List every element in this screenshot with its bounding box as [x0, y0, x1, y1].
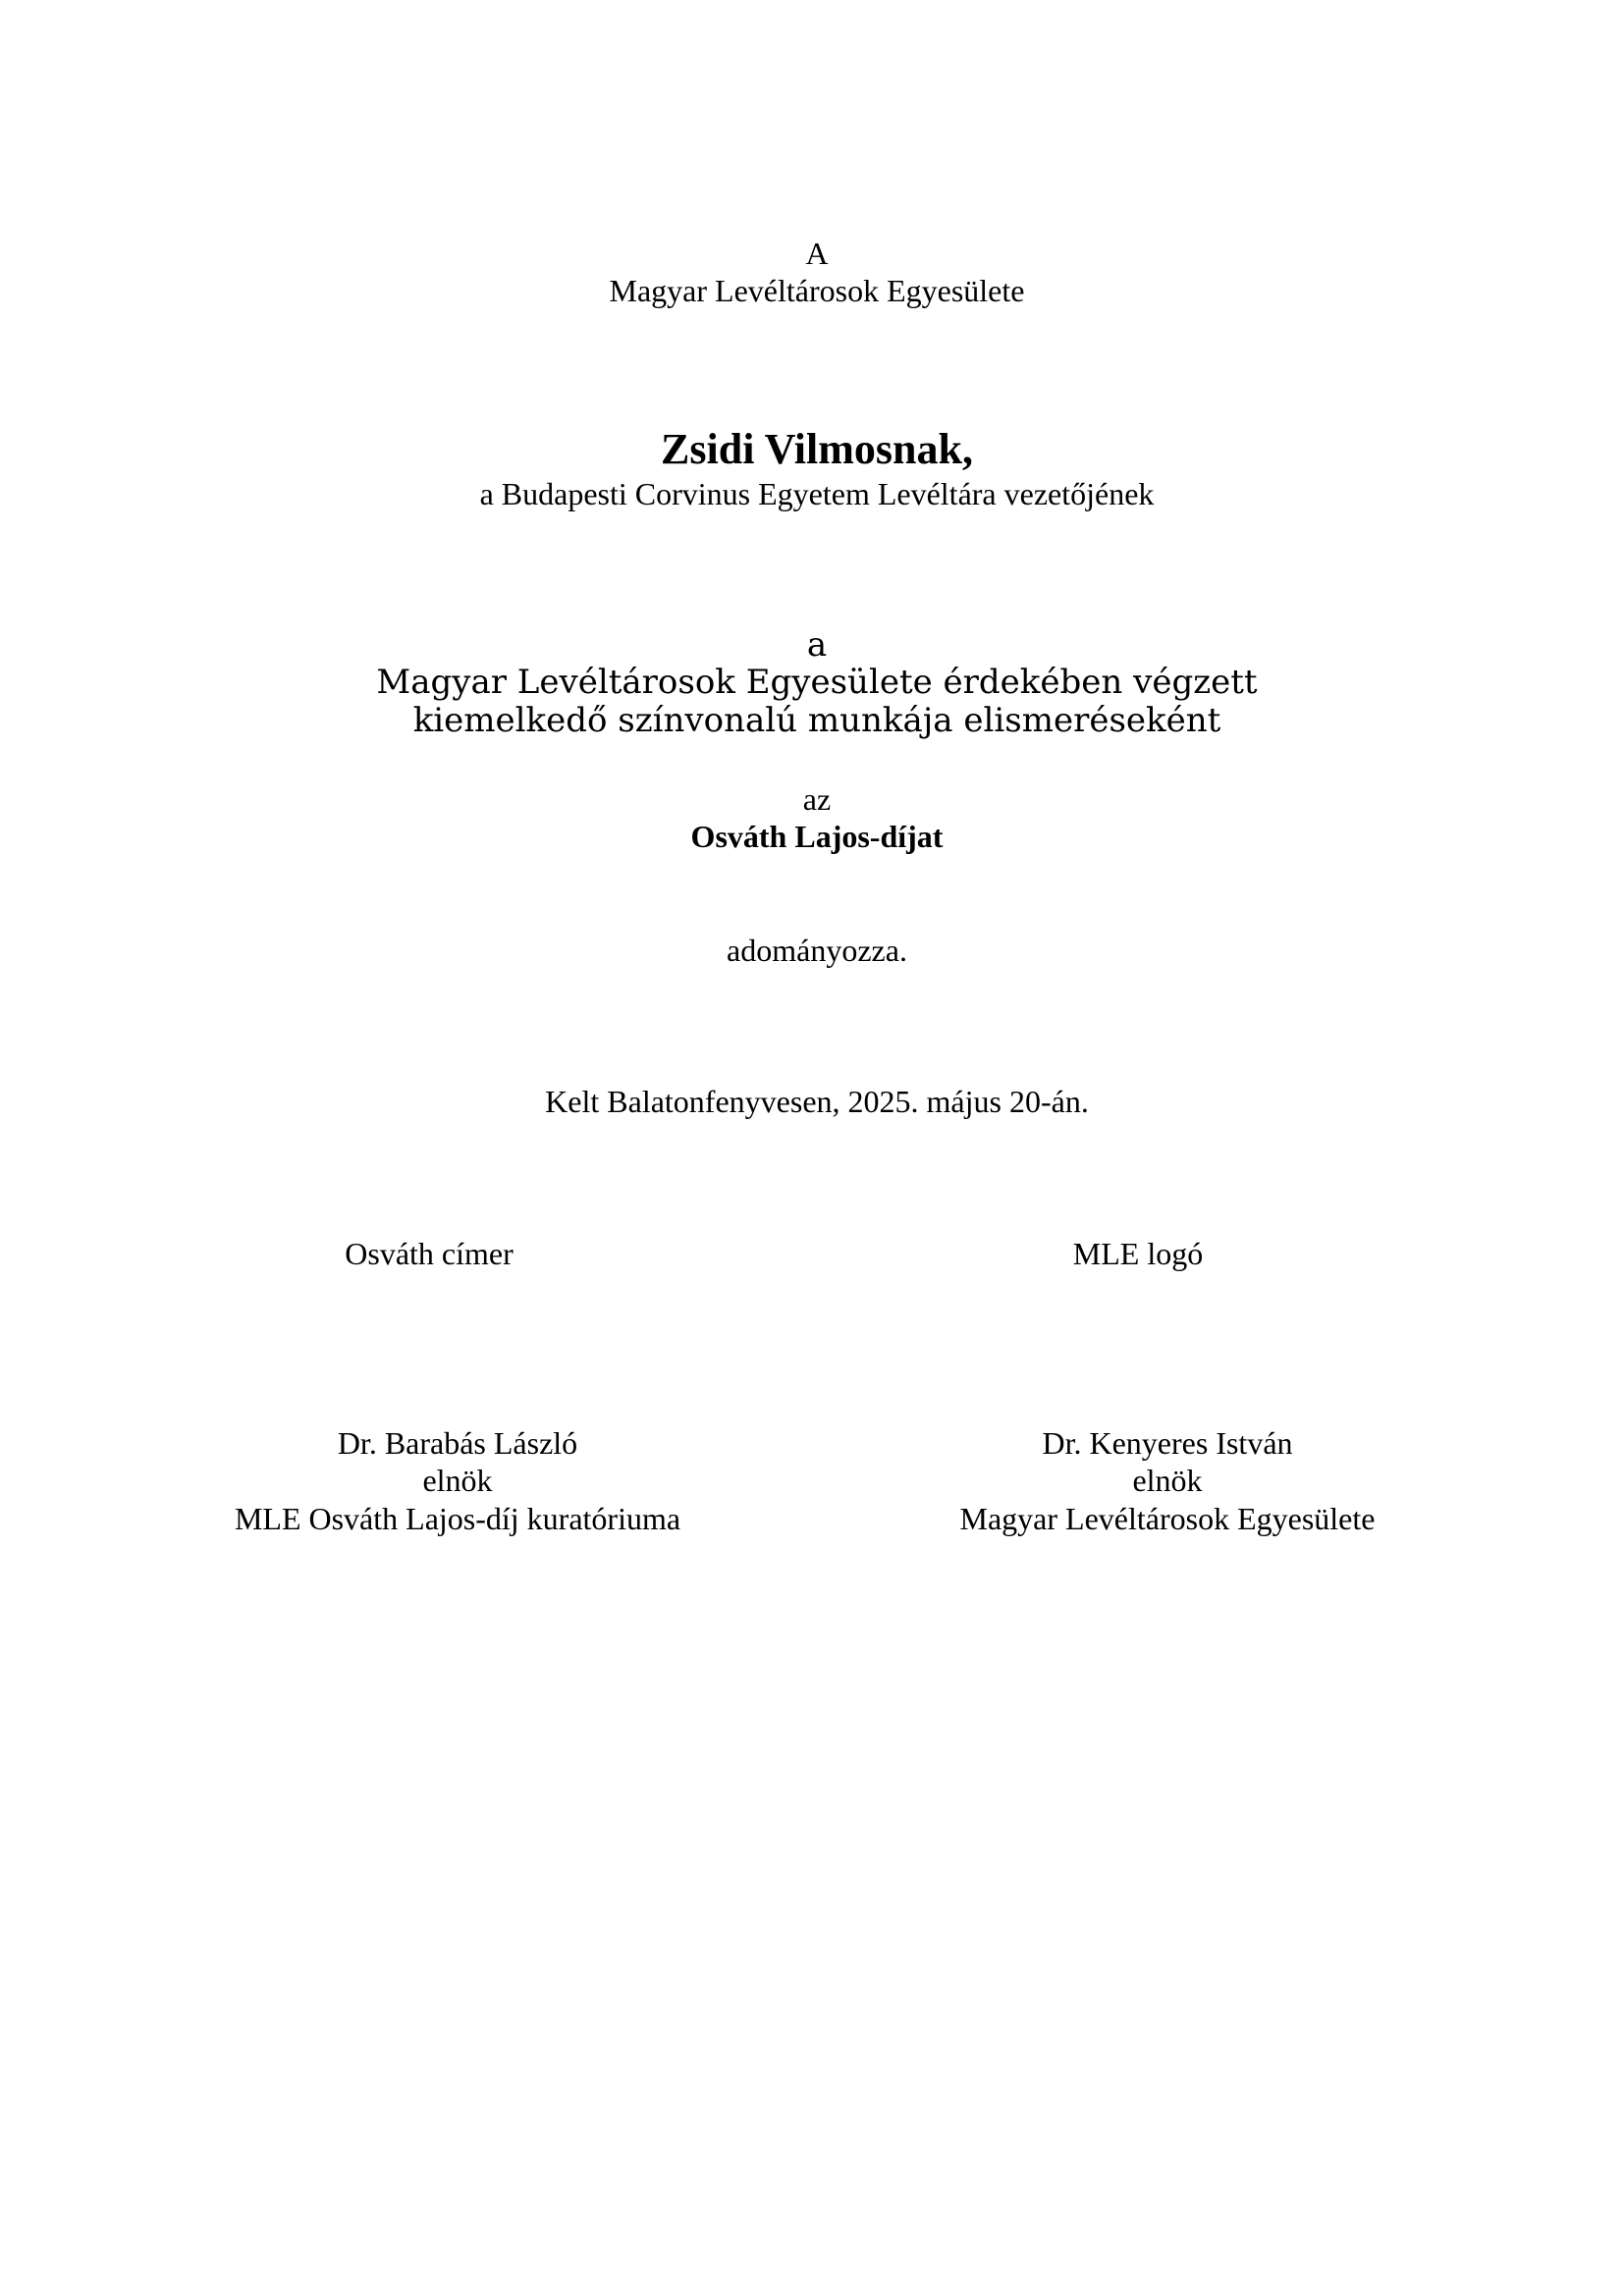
- signatory-body: MLE Osváth Lajos-díj kuratóriuma: [234, 1501, 681, 1536]
- recipient-name: Zsidi Vilmosnak,: [661, 425, 973, 473]
- header-organization: Magyar Levéltárosok Egyesülete: [609, 273, 1025, 308]
- signatory-role: elnök: [422, 1463, 493, 1498]
- signatory-name: Dr. Barabás László: [337, 1425, 578, 1461]
- signatory-role: elnök: [1132, 1463, 1203, 1498]
- recipient-position: a Budapesti Corvinus Egyetem Levéltára vezetőjének: [479, 476, 1155, 511]
- header-article: A: [805, 236, 829, 271]
- emblem-right-placeholder: MLE logó: [1072, 1236, 1204, 1271]
- award-article: az: [802, 781, 832, 817]
- citation-line-1: Magyar Levéltárosok Egyesülete érdekében végzett: [376, 663, 1258, 702]
- signatory-name: Dr. Kenyeres István: [1042, 1425, 1293, 1461]
- date-line: Kelt Balatonfenyvesen, 2025. május 20-án.: [545, 1084, 1089, 1119]
- signatory-body: Magyar Levéltárosok Egyesülete: [959, 1501, 1376, 1536]
- award-name: Osváth Lajos-díjat: [690, 819, 944, 854]
- citation-line-2: kiemelkedő színvonalú munkája elismeréseként: [412, 701, 1221, 740]
- citation-article: a: [806, 625, 828, 665]
- emblem-left-placeholder: Osváth címer: [345, 1236, 514, 1271]
- award-verb: adományozza.: [727, 933, 907, 968]
